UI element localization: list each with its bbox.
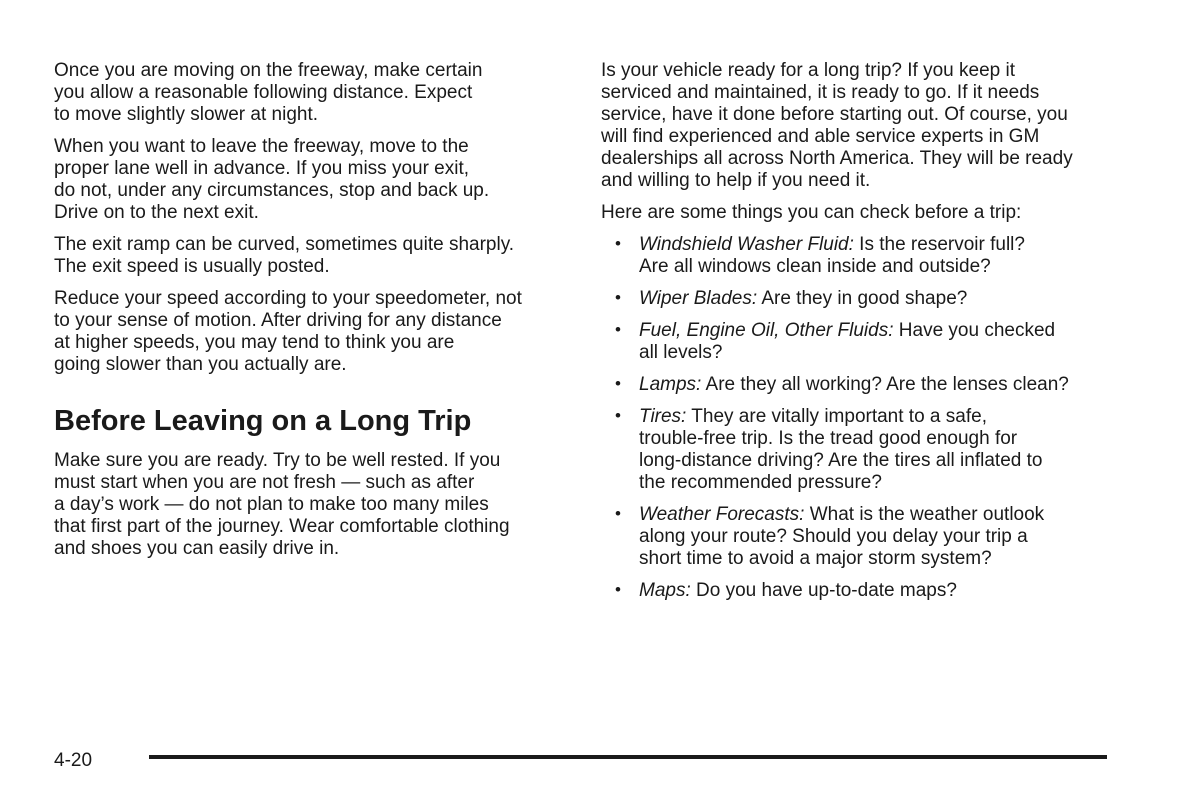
leave-freeway-paragraph: When you want to leave the freeway, move to the proper lane well in advance. If you miss your exit, do not, under any circumstances, stop and back up. Drive on to the next exit. xyxy=(54,136,490,223)
item-text: They are vitally important to a safe, trouble-free trip. Is the tread good enough for long-distance driving? Are the tires all inflated to the recommended pressure? xyxy=(639,406,1043,493)
bullet-icon: • xyxy=(615,504,621,523)
item-term: Lamps: xyxy=(639,374,702,395)
item-term: Wiper Blades: xyxy=(639,288,758,309)
item-text: Is the reservoir full? Are all windows clean inside and outside? xyxy=(639,234,1025,277)
list-item xyxy=(601,288,1111,310)
page-number: 4-20 xyxy=(54,750,93,771)
reduce-speed-paragraph: Reduce your speed according to your speedometer, not to your sense of motion. After driving for any distance at higher speeds, you may tend to think you are going slower than you actually are. xyxy=(54,288,522,375)
bullet-icon: • xyxy=(615,406,621,425)
item-term: Fuel, Engine Oil, Other Fluids: xyxy=(639,320,894,341)
bullet-icon: • xyxy=(615,320,621,339)
list-item xyxy=(601,374,1111,396)
left-column xyxy=(54,60,564,570)
exit-ramp-paragraph: The exit ramp can be curved, sometimes quite sharply. The exit speed is usually posted. xyxy=(54,234,515,277)
list-item xyxy=(601,580,1111,602)
list-item xyxy=(601,406,1111,494)
trip-checklist xyxy=(601,234,1111,602)
bullet-icon: • xyxy=(615,580,621,599)
item-text: Do you have up-to-date maps? xyxy=(690,580,957,601)
freeway-distance-paragraph: Once you are moving on the freeway, make certain you allow a reasonable following distance. Expect to move slightly slower at night. xyxy=(54,60,483,125)
checklist-intro: Here are some things you can check before a trip: xyxy=(601,202,1022,223)
bullet-icon: • xyxy=(615,288,621,307)
right-column xyxy=(601,60,1111,612)
be-ready-paragraph: Make sure you are ready. Try to be well rested. If you must start when you are not fresh — such as after a day’s work — do not plan to make too many miles that first part of the journey. Wear comfortable clothing and shoes you can easily drive in. xyxy=(54,450,510,559)
footer-rule xyxy=(149,755,1107,759)
item-text: Have you checked all levels? xyxy=(639,320,1056,363)
vehicle-ready-paragraph: Is your vehicle ready for a long trip? If you keep it serviced and maintained, it is ready to go. If it needs service, have it done before starting out. Of course, you will find experienced and able service experts in GM dealerships all across North America. They will be ready and willing to help if you need it. xyxy=(601,60,1073,191)
item-term: Maps: xyxy=(639,580,691,601)
item-text: What is the weather outlook along your route? Should you delay your trip a short time to avoid a major storm system? xyxy=(639,504,1045,569)
list-item xyxy=(601,504,1111,570)
item-term: Weather Forecasts: xyxy=(639,504,805,525)
item-term: Tires: xyxy=(639,406,687,427)
list-item xyxy=(601,234,1111,278)
bullet-icon: • xyxy=(615,374,621,393)
list-item xyxy=(601,320,1111,364)
item-term: Windshield Washer Fluid: xyxy=(639,234,854,255)
section-heading: Before Leaving on a Long Trip xyxy=(54,405,472,437)
item-text: Are they in good shape? xyxy=(757,288,968,309)
bullet-icon: • xyxy=(615,234,621,253)
item-text: Are they all working? Are the lenses clean? xyxy=(701,374,1069,395)
